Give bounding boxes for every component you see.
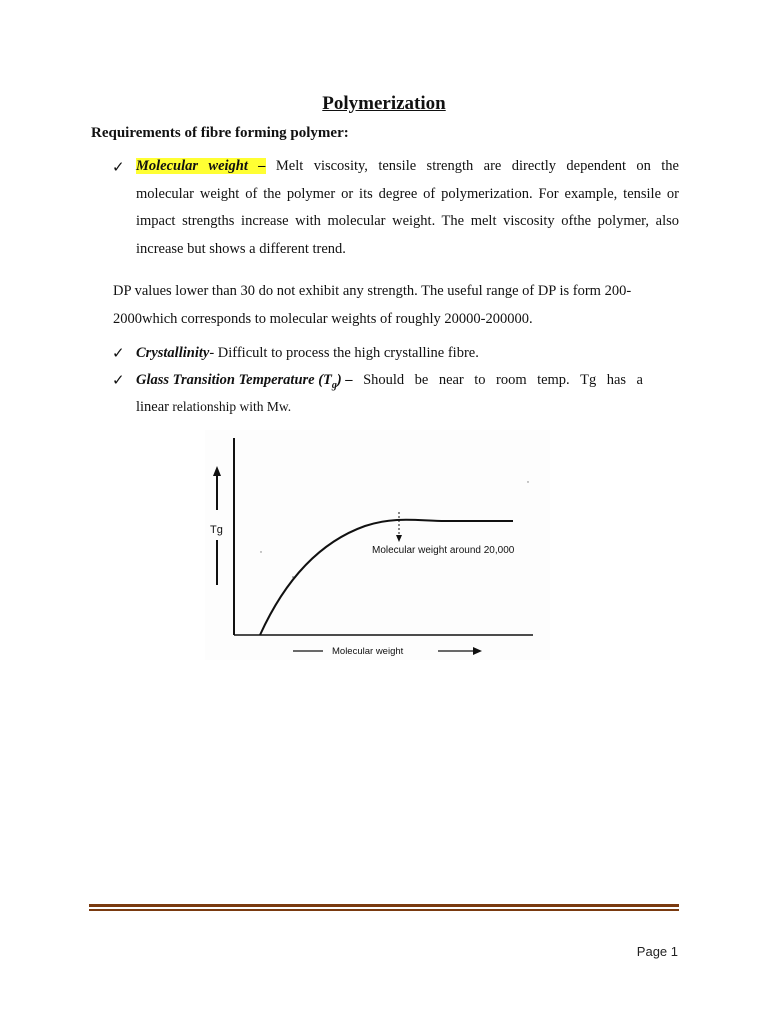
check-mark-icon: ✓ [112,346,125,362]
footer-divider [89,904,679,907]
footer-divider-thin [89,909,679,911]
crystallinity-text: - Difficult to process the high crystalline fibre. [209,345,479,361]
annotation-label: Molecular weight around 20,000 [372,545,515,556]
paragraph-line: molecular weight of the polymer or its degree of polymerization. For example, tensile or [136,185,679,202]
page-title: Polymerization [322,93,446,114]
paragraph-line [136,153,679,181]
word: near [438,372,464,388]
word: a [636,372,643,388]
highlighted-term: Molecular weight – [136,158,266,174]
x-label-arrow-icon [473,647,482,655]
check-mark-icon: ✓ [112,160,125,176]
word: be [414,372,429,388]
dp-paragraph [113,277,679,333]
glass-transition-item [136,372,643,391]
word: Tg [580,372,597,388]
section-subheading: Requirements of fibre forming polymer: [91,125,349,141]
y-axis-label: Tg [210,524,223,536]
glass-transition-line-2: linear relationship with Mw. [136,399,292,415]
check-mark-icon: ✓ [112,373,125,389]
paragraph-line: impact strengths increase with molecular weight. The melt viscosity ofthe polymer, also [136,213,679,229]
paragraph-line: 2000which corresponds to molecular weights of roughly 20000-200000. [113,311,533,327]
page-number: Page 1 [636,944,678,959]
word: room [495,372,527,388]
glass-transition-term: Glass Transition Temperature $(T_g)$ – [136,372,353,391]
word: has [606,372,627,388]
scan-speck [260,551,261,552]
paragraph-line: DP values lower than 30 do not exhibit any strength. The useful range of DP is form 200- [113,283,632,299]
crystallinity-item [136,345,479,362]
y-label-arrow-icon [213,466,221,476]
paragraph-line: increase but shows a different trend. [136,240,346,257]
annotation-arrow-icon [396,535,402,542]
scan-speck [292,576,294,578]
word: temp. [537,372,570,388]
scan-speck [527,481,528,482]
x-axis-label: Molecular weight [332,646,404,657]
crystallinity-term: Crystallinity [136,345,210,361]
tg-molecular-weight-figure [205,430,550,660]
paragraph-text: Melt viscosity, tensile strength are directly dependent on the [265,158,679,174]
word: Should [363,372,405,388]
word: to [474,372,486,388]
tg-curve [260,520,513,635]
figure-svg [205,430,550,660]
molecular-weight-paragraph [136,153,679,263]
